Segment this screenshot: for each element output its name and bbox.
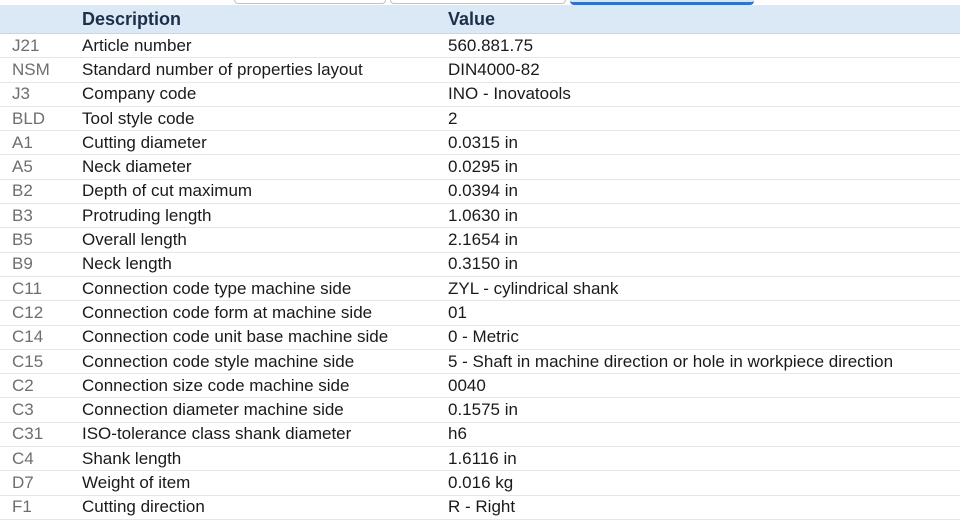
property-code: NSM xyxy=(12,59,50,79)
property-code: BLD xyxy=(12,108,46,128)
property-value: 0.3150 in xyxy=(448,254,518,274)
property-code: A5 xyxy=(12,157,33,177)
property-description: Connection code type machine side xyxy=(82,278,352,298)
property-description: Weight of item xyxy=(82,472,191,492)
property-value: 560.881.75 xyxy=(448,35,534,55)
property-description: Connection code unit base machine side xyxy=(82,327,389,347)
table-row[interactable] xyxy=(0,58,960,82)
table-row[interactable] xyxy=(0,471,960,495)
property-code: F1 xyxy=(12,497,32,517)
property-code: C15 xyxy=(12,351,44,371)
property-description: Connection size code machine side xyxy=(82,375,350,395)
table-row[interactable] xyxy=(0,423,960,447)
table-row[interactable] xyxy=(0,326,960,350)
property-code: C31 xyxy=(12,424,44,444)
property-value: ZYL - cylindrical shank xyxy=(448,278,619,298)
property-description: Shank length xyxy=(82,448,182,468)
property-code: C4 xyxy=(12,448,34,468)
property-code: C11 xyxy=(12,278,42,298)
table-row[interactable] xyxy=(0,228,960,252)
property-code: J21 xyxy=(12,35,40,55)
property-value: 0.0315 in xyxy=(448,132,518,152)
property-code: A1 xyxy=(12,132,33,152)
property-description: Company code xyxy=(82,84,197,104)
table-row[interactable] xyxy=(0,447,960,471)
property-value: 0.0295 in xyxy=(448,157,518,177)
table-row[interactable] xyxy=(0,277,960,301)
property-description: Depth of cut maximum xyxy=(82,181,253,201)
property-value: 0.016 kg xyxy=(448,472,514,492)
property-value: 01 xyxy=(448,302,467,322)
property-description: Connection code style machine side xyxy=(82,351,355,371)
properties-table xyxy=(0,5,960,520)
property-code: B5 xyxy=(12,230,33,250)
property-value: DIN4000-82 xyxy=(448,59,540,79)
table-body xyxy=(0,34,960,520)
table-row[interactable] xyxy=(0,83,960,107)
tab-1[interactable] xyxy=(234,0,386,4)
property-description: Connection diameter machine side xyxy=(82,400,344,420)
property-description: Cutting direction xyxy=(82,497,205,517)
table-row[interactable] xyxy=(0,180,960,204)
table-row[interactable] xyxy=(0,204,960,228)
property-code: B2 xyxy=(12,181,33,201)
property-value: 0.1575 in xyxy=(448,400,518,420)
property-code: B9 xyxy=(12,254,33,274)
property-value: 0.0394 in xyxy=(448,181,518,201)
table-header xyxy=(0,5,960,34)
table-row[interactable] xyxy=(0,107,960,131)
property-description: ISO-tolerance class shank diameter xyxy=(82,424,352,444)
table-row[interactable] xyxy=(0,301,960,325)
table-row[interactable] xyxy=(0,350,960,374)
table-row[interactable] xyxy=(0,374,960,398)
table-row[interactable] xyxy=(0,398,960,422)
property-value: INO - Inovatools xyxy=(448,84,571,104)
property-code: J3 xyxy=(12,84,30,104)
property-description: Article number xyxy=(82,35,192,55)
property-description: Neck diameter xyxy=(82,157,192,177)
table-row[interactable] xyxy=(0,496,960,520)
property-code: D7 xyxy=(12,472,34,492)
property-code: C3 xyxy=(12,400,34,420)
property-description: Standard number of properties layout xyxy=(82,59,363,79)
tab-2[interactable] xyxy=(390,0,566,4)
header-description[interactable]: Description xyxy=(82,8,182,29)
property-value: 1.6116 in xyxy=(448,448,517,468)
property-description: Connection code form at machine side xyxy=(82,302,373,322)
property-value: 2 xyxy=(448,108,458,128)
header-value[interactable]: Value xyxy=(448,8,496,29)
property-description: Protruding length xyxy=(82,205,212,225)
table-row[interactable] xyxy=(0,155,960,179)
property-description: Tool style code xyxy=(82,108,195,128)
table-row[interactable] xyxy=(0,34,960,58)
property-code: C2 xyxy=(12,375,34,395)
property-value: 0040 xyxy=(448,375,486,395)
property-description: Neck length xyxy=(82,254,172,274)
property-value: h6 xyxy=(448,424,467,444)
table-row[interactable] xyxy=(0,131,960,155)
property-value: 1.0630 in xyxy=(448,205,518,225)
property-code: C14 xyxy=(12,327,44,347)
property-value: 2.1654 in xyxy=(448,230,518,250)
property-description: Overall length xyxy=(82,230,187,250)
property-value: 5 - Shaft in machine direction or hole in workpiece direction xyxy=(448,351,894,371)
property-value: R - Right xyxy=(448,497,516,517)
property-code: C12 xyxy=(12,302,44,322)
property-code: B3 xyxy=(12,205,33,225)
property-value: 0 - Metric xyxy=(448,327,519,347)
table-row[interactable] xyxy=(0,253,960,277)
property-description: Cutting diameter xyxy=(82,132,207,152)
